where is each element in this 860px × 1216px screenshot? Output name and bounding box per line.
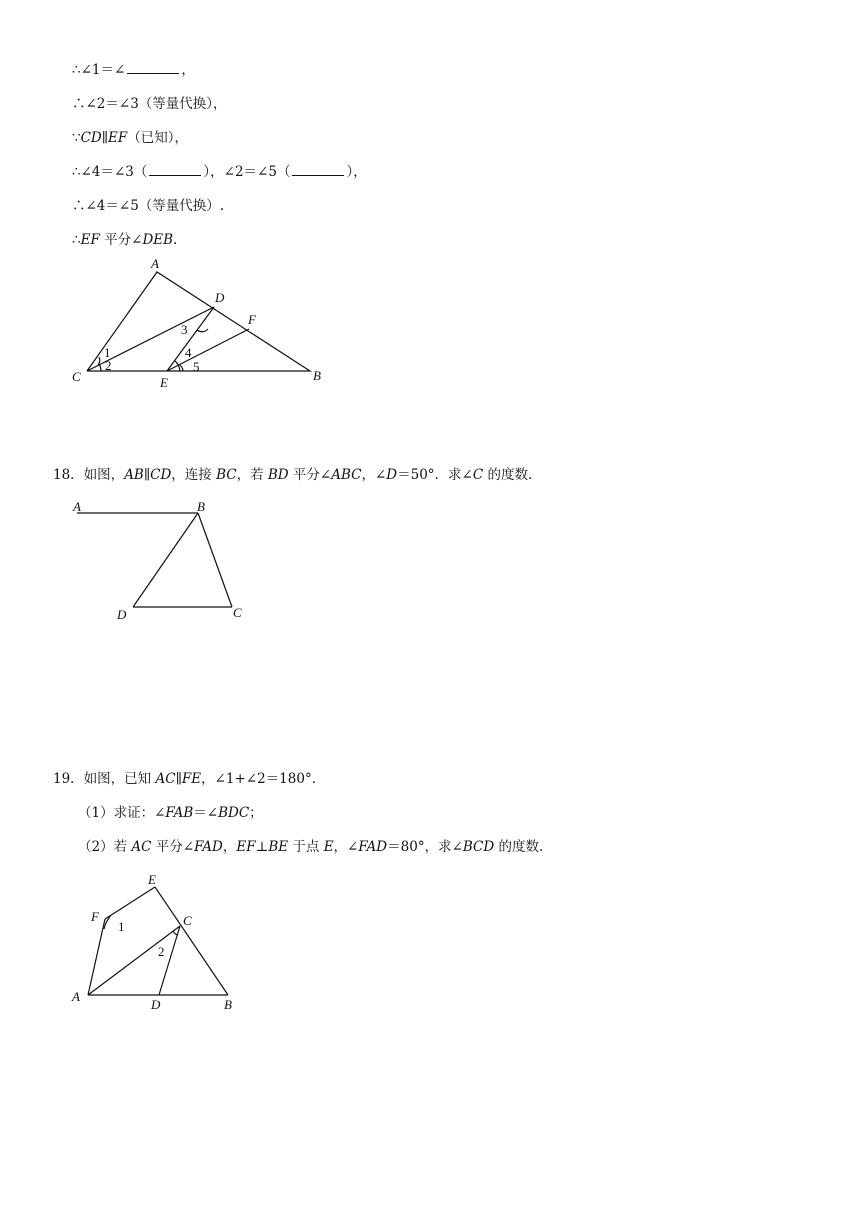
segment-label: CD — [150, 467, 172, 483]
angle-label: C — [472, 467, 484, 483]
proof-text: . — [173, 232, 178, 248]
therefore-symbol: ∴ — [72, 232, 81, 248]
segment-ac — [88, 926, 180, 995]
question-text: 的度数. — [494, 839, 544, 855]
question-text: 于点 — [288, 839, 324, 855]
question-number: 18． — [53, 467, 84, 483]
proof-text: （已知）， — [127, 130, 188, 146]
angle-arc-2 — [173, 931, 178, 935]
segment-label: EF — [80, 232, 100, 248]
point-label: E — [323, 839, 334, 855]
question-number: 19． — [53, 771, 84, 787]
proof-text: ），∠2＝∠5（ — [203, 164, 291, 180]
question-text: ，若 — [236, 467, 268, 483]
segment-dc — [159, 926, 180, 995]
angle-label: ABC — [331, 467, 362, 483]
point-label-b: B — [224, 997, 232, 1012]
question-text: ，连接 — [171, 467, 217, 483]
point-label-f: F — [91, 909, 99, 924]
question-text: ＝∠ — [193, 805, 219, 821]
segment-label: CD — [80, 130, 102, 146]
point-label-c: C — [72, 369, 81, 384]
point-label-f: F — [248, 312, 256, 327]
question-text: （2）若 — [78, 839, 132, 855]
proof-text: ∴∠4＝∠5（等量代换）. — [72, 198, 225, 214]
proof-text: ∴∠2＝∠3（等量代换）， — [72, 96, 227, 112]
segment-fe — [105, 887, 155, 919]
point-label-d: D — [117, 607, 127, 622]
angle-number-3: 3 — [181, 322, 188, 337]
proof-text: ）， — [346, 164, 367, 180]
because-symbol: ∵ — [72, 130, 81, 146]
angle-label: BCD — [462, 839, 495, 855]
question-text: ，∠1+∠2＝180°． — [201, 771, 326, 787]
proof-text: ， — [181, 62, 195, 78]
point-label-e: E — [148, 872, 156, 887]
question-text: 平分∠ — [288, 467, 332, 483]
angle-number-4: 4 — [185, 345, 192, 360]
segment-eb — [155, 887, 228, 995]
point-label-d: D — [215, 290, 225, 305]
question-text: ， — [222, 839, 237, 855]
segment-label: AB — [124, 467, 144, 483]
angle-number-5: 5 — [193, 359, 200, 374]
parallel-symbol: ∥ — [143, 467, 151, 483]
segment-label: FE — [181, 771, 202, 787]
segment-label: EF — [236, 839, 256, 855]
angle-label: FAD — [194, 839, 223, 855]
segment-label: EF — [108, 130, 128, 146]
point-label-e: E — [160, 375, 168, 390]
question-text: 的度数. — [483, 467, 533, 483]
proof-text: ∴∠4＝∠3（ — [72, 164, 148, 180]
question-text: ，∠ — [333, 839, 359, 855]
point-label-a: A — [72, 989, 80, 1004]
point-label-c: C — [233, 605, 242, 620]
segment-label: AC — [155, 771, 176, 787]
point-label-b: B — [197, 499, 205, 514]
angle-number-2: 2 — [158, 944, 165, 959]
question-text: ，∠ — [361, 467, 387, 483]
parallel-symbol: ∥ — [175, 771, 182, 787]
angle-label: DEB — [142, 232, 174, 248]
question-text: ＝50°．求∠ — [397, 467, 473, 483]
segment-label: BD — [267, 467, 289, 483]
question-text: ； — [249, 805, 263, 821]
point-label-c: C — [183, 913, 192, 928]
angle-label: FAD — [358, 839, 388, 855]
proof-text: 平分∠ — [99, 232, 143, 248]
angle-label: D — [386, 467, 398, 483]
angle-number-1: 1 — [118, 919, 125, 934]
segment-label: BE — [268, 839, 289, 855]
angle-number-2: 2 — [105, 358, 112, 373]
point-label-a: A — [73, 499, 81, 514]
point-label-d: D — [151, 997, 161, 1012]
point-label-b: B — [313, 368, 321, 383]
question-text: ＝80°，求∠ — [387, 839, 463, 855]
proof-text: ∴∠1＝∠ — [72, 62, 126, 78]
perpendicular-symbol: ⊥ — [255, 839, 269, 855]
angle-label: FAB — [165, 805, 194, 821]
angle-number-1: 1 — [104, 345, 111, 360]
point-label-a: A — [151, 256, 159, 271]
segment-label: BC — [216, 467, 237, 483]
question-text: （1）求证：∠ — [78, 805, 166, 821]
question-text: 如图，已知 — [83, 771, 156, 787]
question-text: 平分∠ — [151, 839, 195, 855]
question-text: 如图， — [83, 467, 125, 483]
parallel-symbol: ∥ — [101, 130, 108, 146]
angle-label: BDC — [218, 805, 250, 821]
segment-label: AC — [131, 839, 152, 855]
